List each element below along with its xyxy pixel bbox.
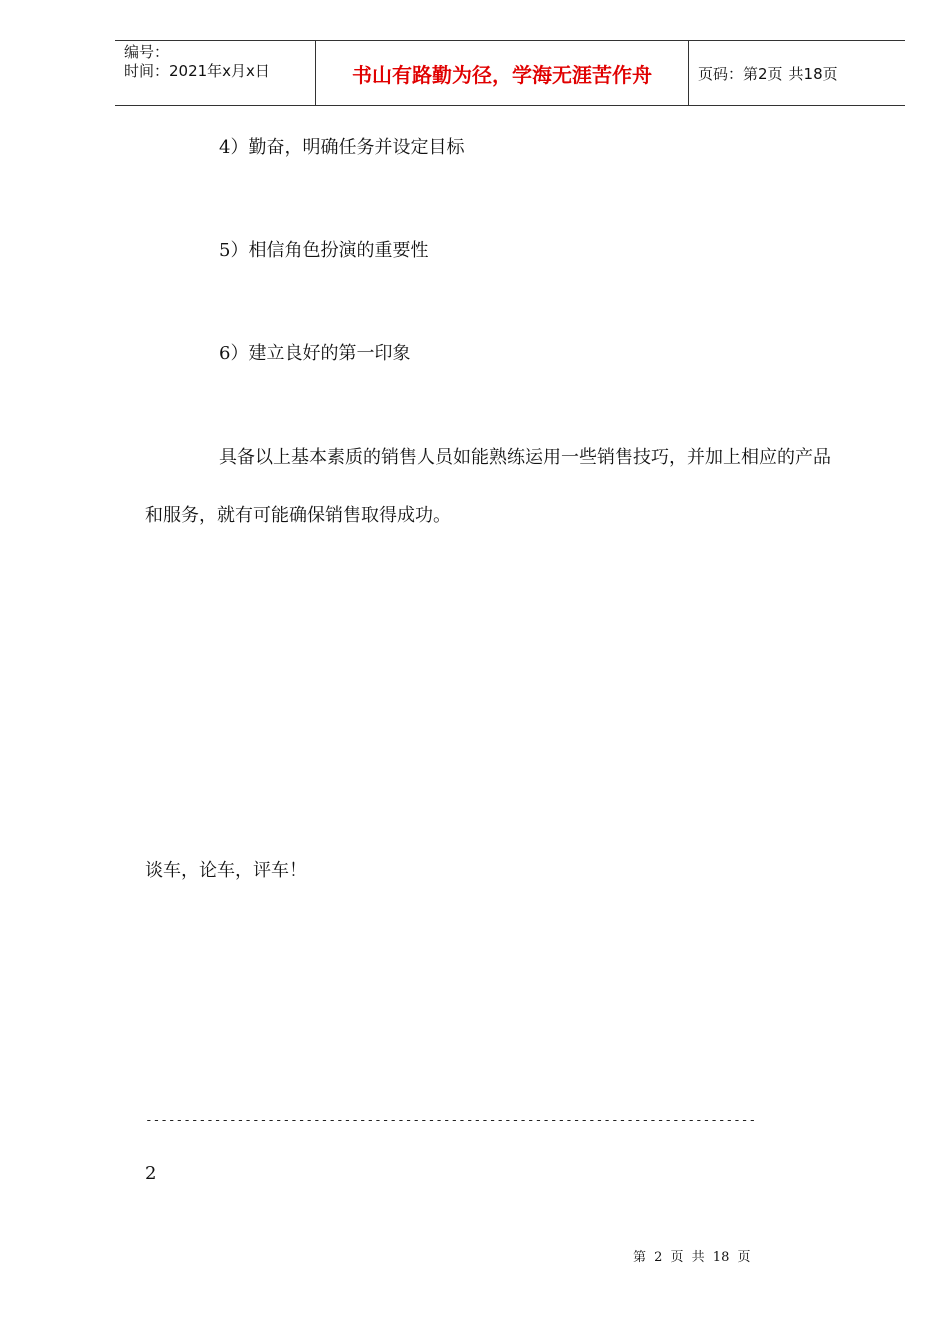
header-total-label: 共18页 bbox=[788, 64, 838, 83]
header-motto: 书山有路勤为径，学海无涯苦作舟 bbox=[315, 41, 689, 105]
paragraph-line: 具备以上基本素质的销售人员如能熟练运用一些销售技巧，并加上相应的产品 bbox=[219, 447, 831, 468]
footer-page-number: 第 2 页 共 18 页 bbox=[633, 1250, 751, 1265]
header-page-label: 页码：第2页 bbox=[698, 64, 783, 83]
page-header bbox=[115, 40, 905, 106]
header-page-info bbox=[689, 41, 905, 105]
page-number: 2 bbox=[145, 1163, 157, 1184]
list-item: 6）建立良好的第一印象 bbox=[219, 343, 411, 364]
list-item: 5）相信角色扮演的重要性 bbox=[219, 240, 429, 261]
list-item: 4）勤奋，明确任务并设定目标 bbox=[219, 137, 465, 158]
separator-line: -------------------------------------------------------------------------------- bbox=[145, 1112, 757, 1127]
paragraph-line: 和服务，就有可能确保销售取得成功。 bbox=[145, 505, 451, 526]
serial-label: 编号： bbox=[124, 43, 170, 61]
slogan: 谈车，论车，评车！ bbox=[145, 860, 307, 881]
header-meta bbox=[115, 41, 315, 105]
time-label: 时间：2021年x月x日 bbox=[124, 62, 270, 80]
